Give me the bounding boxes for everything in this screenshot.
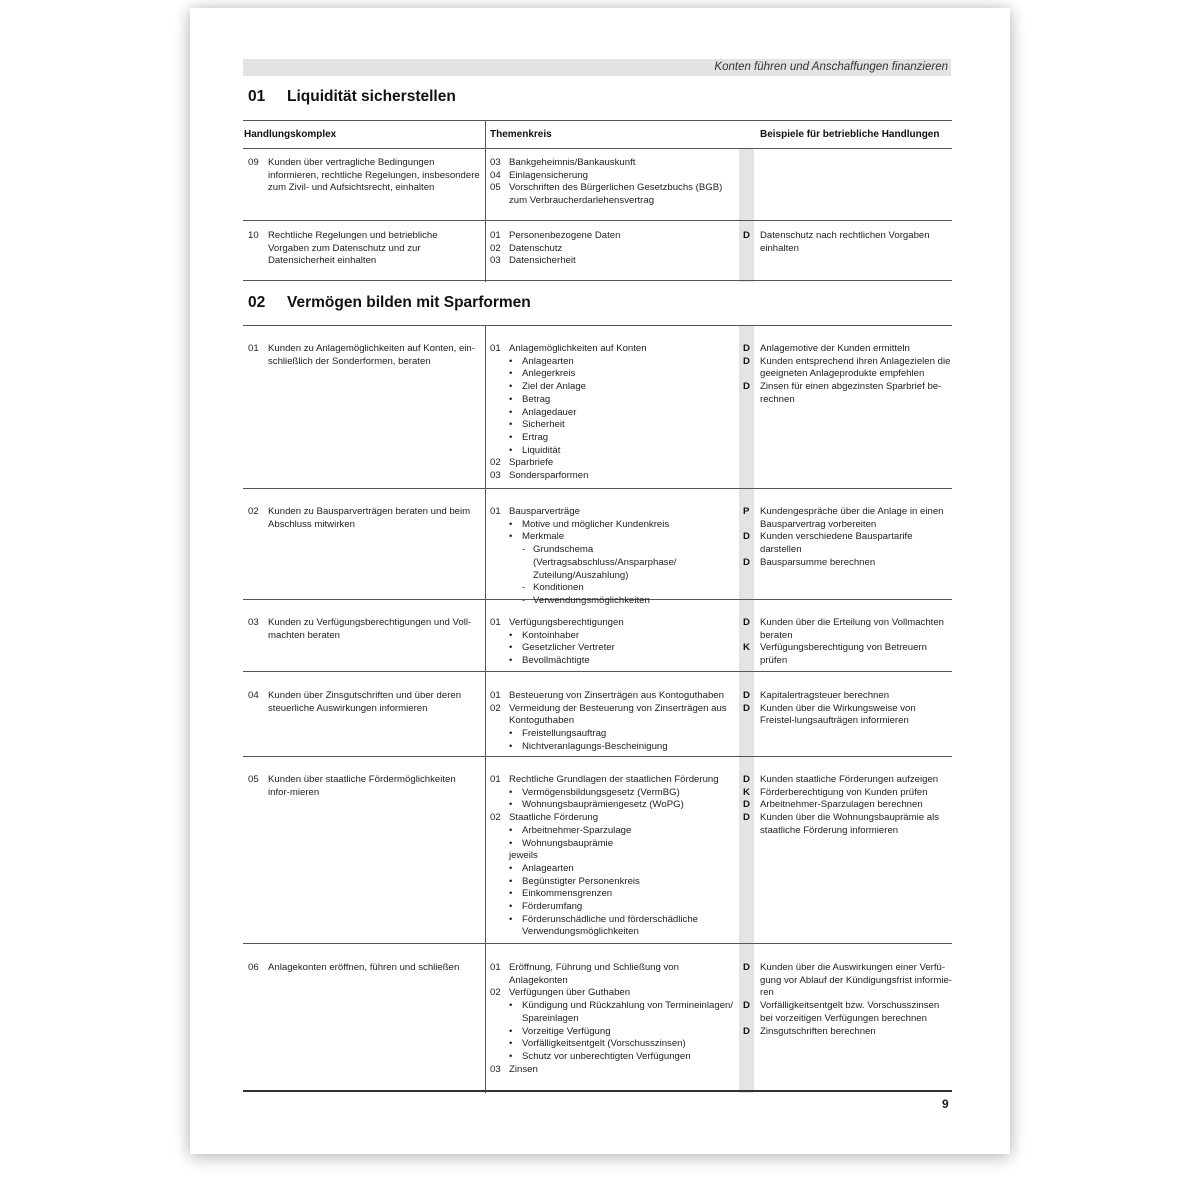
example-text: Förderberechtigung von Kunden prüfen	[760, 786, 928, 798]
handlungskomplex-cell	[248, 343, 480, 368]
example-text: Verfügungsberechtigung von Betreuern prüfen	[760, 642, 927, 667]
theme-bullet-text: Anlagearten	[522, 355, 574, 367]
theme-bullet-text: Vorzeitige Verfügung	[522, 1025, 611, 1037]
theme-text: Rechtliche Grundlagen der staatlichen Förderung	[509, 774, 719, 785]
theme-item	[490, 457, 735, 470]
row-number: 04	[248, 690, 259, 701]
row-number: 05	[248, 774, 259, 785]
theme-number: 02	[490, 702, 501, 714]
example-type-code: D	[743, 812, 750, 824]
theme-bullet-text: Ertrag	[522, 431, 549, 443]
example-item	[743, 506, 953, 531]
bullet-icon: •	[509, 431, 513, 443]
themenkreis-cell	[490, 506, 735, 608]
example-item	[743, 962, 953, 1000]
theme-text: Datensicherheit	[509, 255, 576, 267]
theme-bullet-item	[490, 419, 735, 432]
theme-text: Staatliche Förderung	[509, 812, 599, 824]
theme-bullet-text: Nichtveranlagungs-Bescheinigung	[522, 740, 668, 752]
theme-number: 01	[490, 506, 501, 517]
example-text: Vorfälligkeitsentgelt bzw. Vorschusszinsen bei vorzeitigen Verfügungen berechnen	[760, 1000, 940, 1024]
example-item	[743, 642, 953, 667]
page-number: 9	[942, 1097, 949, 1111]
example-text: Datenschutz nach rechtlichen Vorgaben einhalten	[760, 230, 930, 254]
theme-bullet-item	[490, 799, 735, 812]
theme-item	[490, 703, 735, 728]
example-item	[743, 1000, 953, 1025]
themenkreis-cell	[490, 690, 735, 754]
bullet-icon: •	[509, 862, 513, 874]
theme-bullet-item	[490, 368, 735, 381]
bullet-icon: •	[509, 1050, 513, 1062]
example-type-code: D	[743, 531, 750, 543]
theme-item	[490, 962, 735, 987]
theme-bullet-text: Förderunschädliche und förderschädliche Verwendungsmöglichkeiten	[522, 913, 698, 938]
beispiele-cell	[743, 506, 953, 570]
row-description: Anlagekonten eröffnen, führen und schließen	[268, 962, 460, 973]
bullet-icon: •	[509, 837, 513, 849]
example-item	[743, 557, 953, 570]
theme-dash-item	[490, 544, 735, 582]
theme-bullet-item	[490, 445, 735, 458]
theme-bullet-item	[490, 838, 735, 851]
themenkreis-cell	[490, 230, 735, 268]
section-2-title	[248, 294, 531, 312]
bullet-icon: •	[509, 786, 513, 798]
theme-bullet-item	[490, 825, 735, 838]
theme-item	[490, 506, 735, 519]
bullet-icon: •	[509, 629, 513, 641]
theme-text: Besteuerung von Zinserträgen aus Kontoguthaben	[509, 690, 724, 701]
theme-text: Personenbezogene Daten	[509, 230, 621, 241]
row-number: 01	[248, 343, 259, 354]
running-header	[243, 59, 951, 76]
theme-bullet-item	[490, 741, 735, 754]
example-item	[743, 774, 953, 787]
section-1-heading: Liquidität sicherstellen	[287, 88, 456, 105]
theme-bullet-text: Anlagearten	[522, 862, 574, 874]
handlungskomplex-cell	[248, 230, 480, 268]
shaded-column	[739, 148, 754, 282]
theme-number: 01	[490, 774, 501, 785]
theme-bullet-text: Einkommensgrenzen	[522, 888, 613, 900]
theme-number: 03	[490, 255, 501, 267]
row-description: Kunden über vertragliche Bedingungen informieren, rechtliche Regelungen, insbesondere zum Zivil- und Aufsichtsrecht, einhalten	[268, 157, 480, 194]
theme-dash-text: Konditionen	[533, 582, 584, 594]
theme-bullet-text: Anlagedauer	[522, 406, 577, 418]
example-item	[743, 617, 953, 642]
example-text: Kundengespräche über die Anlage in einen Bausparvertrag vorbereiten	[760, 506, 944, 530]
theme-text: Sondersparformen	[509, 470, 589, 482]
row-number: 02	[248, 506, 259, 517]
bullet-icon: •	[509, 531, 513, 543]
table-section-2	[243, 325, 952, 1093]
section-1-title	[248, 88, 456, 106]
theme-bullet-item	[490, 655, 735, 668]
row-number: 10	[248, 230, 259, 241]
example-item	[743, 1026, 953, 1039]
theme-bullet-item	[490, 630, 735, 643]
theme-dash-item	[490, 582, 735, 595]
example-type-code: D	[743, 556, 750, 568]
bullet-icon: •	[509, 406, 513, 418]
theme-bullet-text: Wohnungsbauprämie	[522, 837, 614, 849]
example-type-code: D	[743, 617, 750, 628]
example-item	[743, 381, 953, 406]
themenkreis-cell	[490, 343, 735, 483]
theme-number: 03	[490, 157, 501, 168]
theme-dash-text: Verwendungsmöglichkeiten	[533, 594, 650, 606]
example-text: Kunden über die Wirkungsweise von Freistel-lungsaufträgen informieren	[760, 702, 916, 727]
theme-text: Vermeidung der Besteuerung von Zinserträgen aus Kontoguthaben	[509, 702, 727, 727]
theme-bullet-text: Sicherheit	[522, 419, 565, 431]
theme-text: Verfügungsberechtigungen	[509, 617, 624, 628]
theme-item	[490, 470, 735, 483]
theme-text: Vorschriften des Bürgerlichen Gesetzbuchs (BGB) zum Verbraucherdarlehensvertrag	[509, 182, 723, 207]
handlungskomplex-cell	[248, 774, 480, 799]
theme-number: 01	[490, 690, 501, 701]
example-type-code: D	[743, 381, 750, 393]
bullet-icon: •	[509, 444, 513, 456]
bullet-icon: •	[509, 393, 513, 405]
theme-bullet-item	[490, 432, 735, 445]
example-text: Kunden über die Wohnungsbauprämie als staatliche Förderung informieren	[760, 812, 940, 836]
theme-note: jeweils	[509, 850, 538, 862]
theme-item	[490, 255, 735, 268]
bullet-icon: •	[509, 655, 513, 667]
bullet-icon: •	[509, 355, 513, 367]
example-type-code: D	[743, 1000, 750, 1012]
theme-bullet-text: Liquidität	[522, 444, 561, 456]
section-2-heading: Vermögen bilden mit Sparformen	[287, 294, 531, 311]
example-item	[743, 703, 953, 728]
theme-item	[490, 170, 735, 183]
example-text: Anlagemotive der Kunden ermitteln	[760, 343, 910, 354]
example-text: Kunden verschiedene Bauspartarife darstellen	[760, 531, 913, 556]
theme-number: 02	[490, 812, 501, 824]
dash-icon: -	[522, 582, 526, 594]
theme-text: Eröffnung, Führung und Schließung von Anlagekonten	[509, 962, 679, 986]
example-type-code: K	[743, 642, 750, 654]
example-item	[743, 531, 953, 556]
example-item	[743, 343, 953, 356]
theme-text: Bausparverträge	[509, 506, 580, 517]
dash-icon: -	[522, 594, 526, 606]
beispiele-cell	[743, 962, 953, 1038]
example-item	[743, 230, 953, 255]
theme-bullet-text: Motive und möglicher Kundenkreis	[522, 518, 670, 530]
example-text: Arbeitnehmer-Sparzulagen berechnen	[760, 799, 923, 811]
column-header-handlungskomplex: Handlungskomplex	[244, 129, 337, 140]
bullet-icon: •	[509, 642, 513, 654]
example-text: Bausparsumme berechnen	[760, 556, 876, 568]
theme-bullet-text: Förderumfang	[522, 901, 583, 913]
theme-bullet-text: Wohnungsbauprämiengesetz (WoPG)	[522, 799, 684, 811]
theme-bullet-item	[490, 901, 735, 914]
theme-number: 01	[490, 617, 501, 628]
handlungskomplex-cell	[248, 506, 480, 531]
example-text: Kapitalertragsteuer berechnen	[760, 690, 890, 701]
example-item	[743, 356, 953, 381]
theme-item	[490, 243, 735, 256]
theme-item	[490, 1064, 735, 1077]
row-description: Kunden über Zinsgutschriften und über deren steuerliche Auswirkungen informieren	[268, 690, 462, 714]
theme-item	[490, 182, 735, 207]
theme-bullet-text: Kündigung und Rückzahlung von Termineinlagen/ Spareinlagen	[522, 1000, 734, 1024]
example-type-code: D	[743, 230, 750, 241]
bullet-icon: •	[509, 888, 513, 900]
example-type-code: D	[743, 690, 750, 701]
theme-bullet-item	[490, 787, 735, 800]
theme-bullet-item	[490, 356, 735, 369]
theme-bullet-text: Merkmale	[522, 531, 565, 543]
theme-number: 03	[490, 470, 501, 482]
example-text: Kunden entsprechend ihren Anlagezielen die geeigneten Anlageprodukte empfehlen	[760, 355, 951, 380]
beispiele-cell	[743, 230, 953, 255]
row-description: Kunden über staatliche Fördermöglichkeiten infor-mieren	[268, 774, 456, 798]
theme-bullet-item	[490, 888, 735, 901]
beispiele-cell	[743, 343, 953, 407]
theme-number: 02	[490, 242, 501, 254]
theme-item	[490, 230, 735, 243]
row-description: Rechtliche Regelungen und betriebliche Vorgaben zum Datenschutz und zur Datensicherheit einhalten	[268, 230, 438, 267]
example-type-code: D	[743, 702, 750, 714]
example-item	[743, 812, 953, 837]
themenkreis-cell	[490, 962, 735, 1076]
theme-bullet-item	[490, 531, 735, 544]
theme-bullet-text: Kontoinhaber	[522, 629, 580, 641]
bullet-icon: •	[509, 799, 513, 811]
row-description: Kunden zu Bausparverträgen beraten und beim Abschluss mitwirken	[268, 506, 471, 530]
handlungskomplex-cell	[248, 157, 480, 195]
theme-number: 02	[490, 457, 501, 469]
table-section-1	[243, 120, 952, 282]
example-type-code: D	[743, 799, 750, 811]
beispiele-cell	[743, 690, 953, 728]
theme-dash-text: Grundschema (Vertragsabschluss/Ansparphase/ Zuteilung/Auszahlung)	[533, 544, 677, 581]
theme-number: 01	[490, 343, 501, 354]
theme-bullet-text: Freistellungsauftrag	[522, 728, 607, 740]
theme-item	[490, 812, 735, 825]
example-text: Kunden über die Erteilung von Vollmachten beraten	[760, 617, 945, 641]
handlungskomplex-cell	[248, 962, 480, 975]
handlungskomplex-cell	[248, 690, 480, 715]
theme-bullet-item	[490, 863, 735, 876]
theme-text: Anlagemöglichkeiten auf Konten	[509, 343, 647, 354]
example-text: Kunden staatliche Förderungen aufzeigen	[760, 774, 939, 785]
themenkreis-cell	[490, 157, 735, 208]
bullet-icon: •	[509, 824, 513, 836]
theme-text: Sparbriefe	[509, 457, 554, 469]
beispiele-cell	[743, 774, 953, 838]
theme-bullet-item	[490, 381, 735, 394]
theme-text: Verfügungen über Guthaben	[509, 987, 631, 999]
example-type-code: K	[743, 786, 750, 798]
example-text: Zinsgutschriften berechnen	[760, 1025, 876, 1037]
theme-number: 01	[490, 230, 501, 241]
bullet-icon: •	[509, 368, 513, 380]
example-type-code: D	[743, 774, 750, 785]
theme-bullet-text: Ziel der Anlage	[522, 381, 586, 393]
bullet-icon: •	[509, 1025, 513, 1037]
theme-bullet-item	[490, 1026, 735, 1039]
bullet-icon: •	[509, 901, 513, 913]
themenkreis-cell	[490, 774, 735, 939]
theme-bullet-text: Schutz vor unberechtigten Verfügungen	[522, 1050, 691, 1062]
row-number: 06	[248, 962, 259, 973]
bullet-icon: •	[509, 1038, 513, 1050]
row-number: 03	[248, 617, 259, 628]
example-item	[743, 690, 953, 703]
section-2-number: 02	[248, 294, 266, 311]
theme-item	[490, 157, 735, 170]
theme-number: 04	[490, 169, 501, 181]
theme-bullet-text: Anlegerkreis	[522, 368, 576, 380]
theme-dash-item	[490, 595, 735, 608]
theme-item	[490, 987, 735, 1000]
bullet-icon: •	[509, 419, 513, 431]
theme-bullet-item	[490, 1038, 735, 1051]
theme-bullet-text: Bevollmächtigte	[522, 655, 590, 667]
document-page	[190, 8, 1010, 1154]
example-text: Zinsen für einen abgezinsten Sparbrief be-rechnen	[760, 381, 942, 405]
theme-text: Datenschutz	[509, 242, 563, 254]
theme-bullet-text: Betrag	[522, 393, 551, 405]
column-header-beispiele: Beispiele für betriebliche Handlungen	[760, 129, 940, 140]
theme-number: 01	[490, 962, 501, 973]
theme-number: 03	[490, 1063, 501, 1075]
theme-text: Bankgeheimnis/Bankauskunft	[509, 157, 636, 168]
themenkreis-cell	[490, 617, 735, 668]
example-type-code: D	[743, 355, 750, 367]
row-description: Kunden zu Anlagemöglichkeiten auf Konten, ein-schließlich der Sonderformen, beraten	[268, 343, 475, 367]
row-description: Kunden zu Verfügungsberechtigungen und Voll-machten beraten	[268, 617, 472, 641]
theme-text: Zinsen	[509, 1063, 538, 1075]
theme-bullet-item	[490, 914, 735, 939]
bullet-icon: •	[509, 875, 513, 887]
theme-bullet-item	[490, 1000, 735, 1025]
bullet-icon: •	[509, 1000, 513, 1012]
theme-bullet-text: Vermögensbildungsgesetz (VermBG)	[522, 786, 680, 798]
theme-item	[490, 690, 735, 703]
theme-bullet-text: Arbeitnehmer-Sparzulage	[522, 824, 632, 836]
example-type-code: P	[743, 506, 750, 517]
theme-bullet-item	[490, 407, 735, 420]
example-item	[743, 799, 953, 812]
theme-number: 02	[490, 987, 501, 999]
theme-text: Einlagensicherung	[509, 169, 588, 181]
theme-item	[490, 343, 735, 356]
theme-bullet-item	[490, 876, 735, 889]
theme-bullet-item	[490, 519, 735, 532]
bullet-icon: •	[509, 913, 513, 925]
theme-bullet-item	[490, 1051, 735, 1064]
running-header-title: Konten führen und Anschaffungen finanzieren	[714, 61, 948, 73]
bullet-icon: •	[509, 728, 513, 740]
example-type-code: D	[743, 343, 750, 354]
bullet-icon: •	[509, 518, 513, 530]
handlungskomplex-cell	[248, 617, 480, 642]
theme-bullet-text: Gesetzlicher Vertreter	[522, 642, 615, 654]
example-item	[743, 787, 953, 800]
dash-icon: -	[522, 544, 526, 556]
theme-bullet-text: Begünstigter Personenkreis	[522, 875, 640, 887]
theme-item	[490, 617, 735, 630]
section-1-number: 01	[248, 88, 266, 105]
bullet-icon: •	[509, 740, 513, 752]
theme-bullet-item	[490, 642, 735, 655]
column-header-themenkreis: Themenkreis	[490, 129, 552, 140]
theme-bullet-item	[490, 394, 735, 407]
row-number: 09	[248, 157, 259, 168]
example-type-code: D	[743, 1025, 750, 1037]
example-type-code: D	[743, 962, 750, 973]
theme-bullet-item	[490, 728, 735, 741]
beispiele-cell	[743, 617, 953, 668]
theme-bullet-text: Vorfälligkeitsentgelt (Vorschusszinsen)	[522, 1038, 686, 1050]
theme-number: 05	[490, 182, 501, 194]
example-text: Kunden über die Auswirkungen einer Verfü-gung vor Ablauf der Kündigungsfrist informie-ren	[760, 962, 952, 999]
theme-item	[490, 774, 735, 787]
bullet-icon: •	[509, 381, 513, 393]
